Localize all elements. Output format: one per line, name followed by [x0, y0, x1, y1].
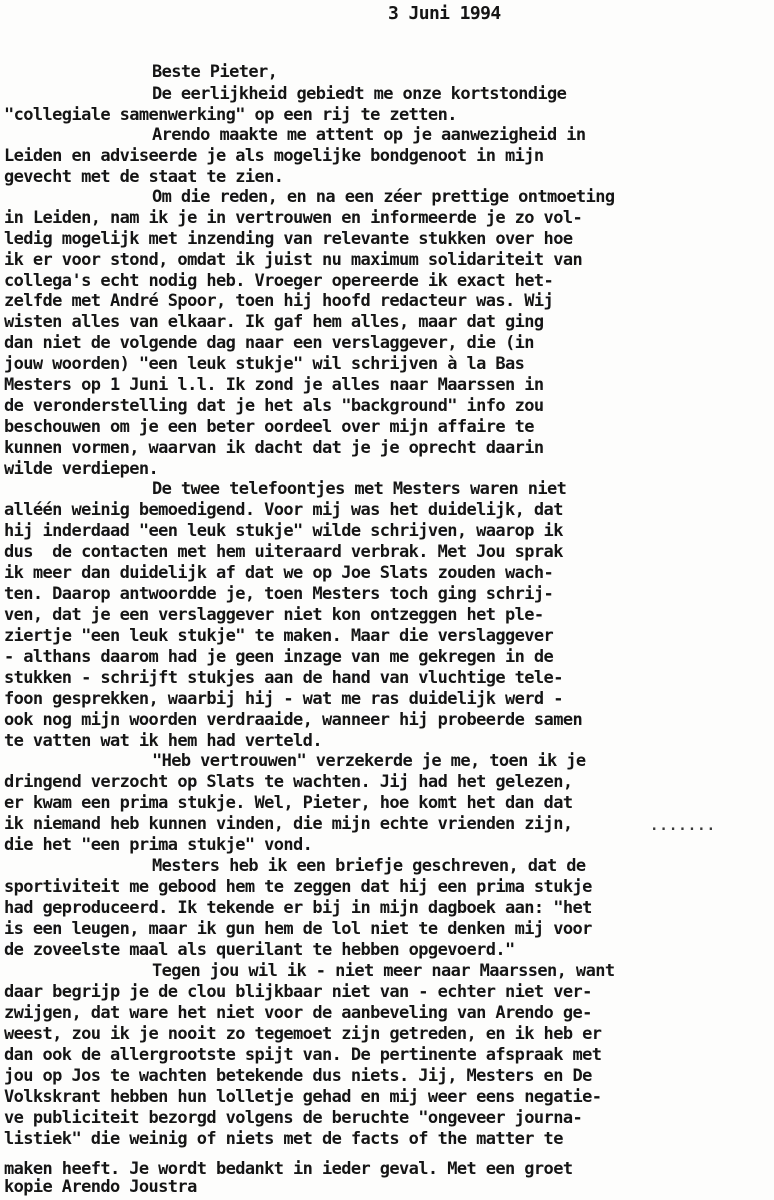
body-line: had geproduceerd. Ik tekende er bij in mijn dagboek aan: "het: [4, 898, 592, 918]
body-line: sportiviteit me gebood hem te zeggen dat hij een prima stukje: [4, 877, 592, 897]
body-line: ledig mogelijk met inzending van relevante stukken over hoe: [4, 229, 573, 249]
body-line: Leiden en adviseerde je als mogelijke bondgenoot in mijn: [4, 146, 544, 166]
body-line: de zoveelste maal als querilant te hebben opgevoerd.": [4, 940, 515, 960]
body-line: Volkskrant hebben hun lolletje gehad en mij weer eens negatie-: [4, 1087, 602, 1107]
body-line: wilde verdiepen.: [4, 459, 159, 479]
body-line: ten. Daarop antwoordde je, toen Mesters toch ging schrij-: [4, 584, 554, 604]
body-line: Mesters heb ik een briefje geschreven, dat de: [152, 856, 586, 876]
body-line: dan ook de allergrootste spijt van. De pertinente afspraak met: [4, 1045, 602, 1065]
body-line: zelfde met André Spoor, toen hij hoofd redacteur was. Wij: [4, 291, 554, 311]
body-line: gevecht met de staat te zien.: [4, 167, 284, 187]
body-line: Om die reden, en na een zéer prettige ontmoeting: [152, 187, 615, 207]
body-line: Tegen jou wil ik - niet meer naar Maarssen, want: [152, 961, 615, 981]
body-line: ik meer dan duidelijk af dat we op Joe Slats zouden wach-: [4, 563, 554, 583]
body-line: alléén weinig bemoedigend. Voor mij was het duidelijk, dat: [4, 500, 563, 520]
body-line: Arendo maakte me attent op je aanwezigheid in: [152, 125, 586, 145]
copy-note: kopie Arendo Joustra: [4, 1177, 197, 1197]
body-line: ziertje "een leuk stukje" te maken. Maar die verslaggever: [4, 626, 554, 646]
letter-date: 3 Juni 1994: [388, 3, 501, 24]
body-line: is een leugen, maar ik gun hem de lol niet te denken mij voor: [4, 919, 592, 939]
body-line: kunnen vormen, waarvan ik dacht dat je je oprecht daarin: [4, 438, 544, 458]
body-line: in Leiden, nam ik je in vertrouwen en informeerde je zo vol-: [4, 208, 583, 228]
body-line: er kwam een prima stukje. Wel, Pieter, hoe komt het dan dat: [4, 793, 573, 813]
body-line: Mesters op 1 Juni l.l. Ik zond je alles naar Maarssen in: [4, 375, 544, 395]
body-line: maken heeft. Je wordt bedankt in ieder geval. Met een groet: [4, 1159, 573, 1179]
body-line: dringend verzocht op Slats te wachten. Jij had het gelezen,: [4, 772, 573, 792]
body-line: dus de contacten met hem uiteraard verbrak. Met Jou sprak: [4, 542, 563, 562]
body-line: listiek" die weinig of niets met de facts of the matter te: [4, 1129, 563, 1149]
body-line: zwijgen, dat ware het niet voor de aanbeveling van Arendo ge-: [4, 1003, 592, 1023]
body-line: ook nog mijn woorden verdraaide, wanneer hij probeerde samen: [4, 710, 583, 730]
body-line: "collegiale samenwerking" op een rij te zetten.: [4, 105, 457, 125]
body-line: wisten alles van elkaar. Ik gaf hem alles, maar dat ging: [4, 312, 544, 332]
body-line: "Heb vertrouwen" verzekerde je me, toen ik je: [152, 751, 586, 771]
body-line: die het "een prima stukje" vond.: [4, 835, 313, 855]
body-line: ve publiciteit bezorgd volgens de beruchte "ongeveer journa-: [4, 1108, 583, 1128]
body-line: dan niet de volgende dag naar een verslaggever, die (in: [4, 333, 534, 353]
body-line: ik er voor stond, omdat ik juist nu maximum solidariteit van: [4, 250, 583, 270]
body-line: ik niemand heb kunnen vinden, die mijn echte vrienden zijn,: [4, 814, 573, 834]
body-line: weest, zou ik je nooit zo tegemoet zijn getreden, en ik heb er: [4, 1024, 602, 1044]
body-line: collega's echt nodig heb. Vroeger opereerde ik exact het-: [4, 271, 554, 291]
body-line: beschouwen om je een beter oordeel over mijn affaire te: [4, 417, 534, 437]
body-line: stukken - schrijft stukjes aan de hand van vluchtige tele-: [4, 668, 563, 688]
body-line: te vatten wat ik hem had verteld.: [4, 731, 322, 751]
salutation: Beste Pieter,: [152, 62, 278, 82]
body-line: jouw woorden) "een leuk stukje" wil schrijven à la Bas: [4, 354, 525, 374]
body-line: ven, dat je een verslaggever niet kon ontzeggen het ple-: [4, 605, 544, 625]
body-line: - althans daarom had je geen inzage van me gekregen in de: [4, 647, 554, 667]
body-line: jou op Jos te wachten betekende dus niets. Jij, Mesters en De: [4, 1066, 592, 1086]
body-line: De twee telefoontjes met Mesters waren niet: [152, 479, 567, 499]
body-line: daar begrijp je de clou blijkbaar niet van - echter niet ver-: [4, 982, 592, 1002]
body-line: foon gesprekken, waarbij hij - wat me ras duidelijk werd -: [4, 689, 563, 709]
smudge-mark: .......: [650, 818, 717, 834]
body-line: De eerlijkheid gebiedt me onze kortstondige: [152, 84, 567, 104]
body-line: hij inderdaad "een leuk stukje" wilde schrijven, waarop ik: [4, 521, 563, 541]
body-line: de veronderstelling dat je het als "background" info zou: [4, 396, 544, 416]
